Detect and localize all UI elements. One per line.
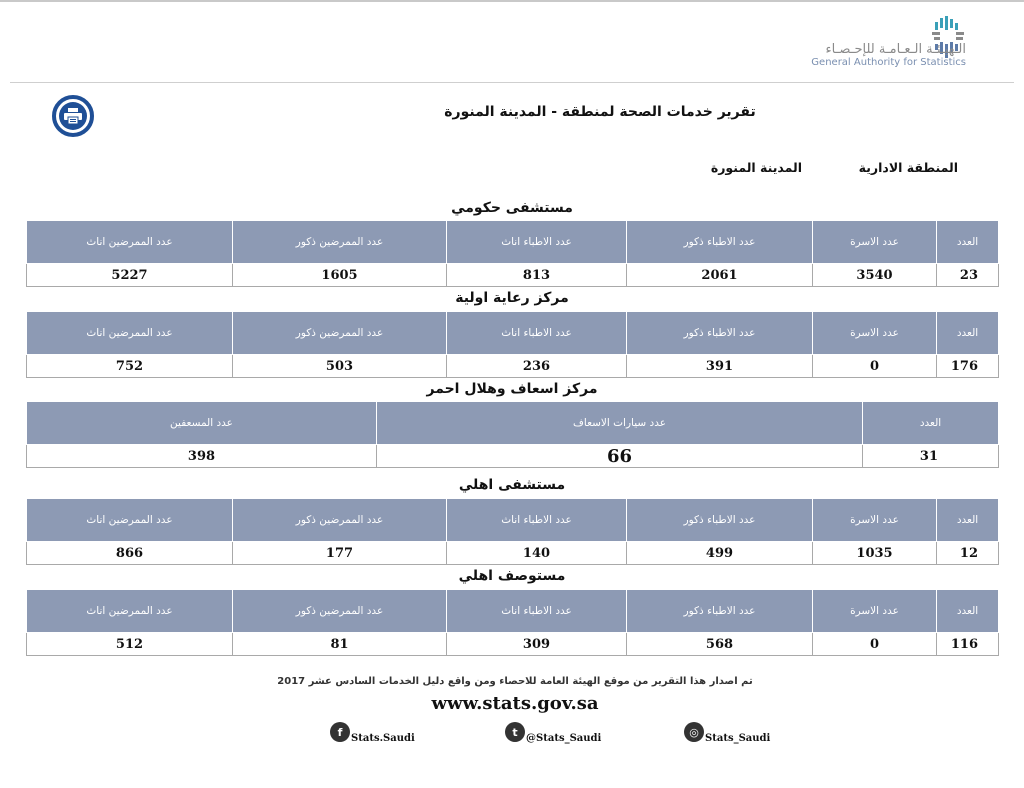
facebook-handle: Stats.Saudi — [351, 733, 415, 744]
column-header: عدد الممرضين اناث — [27, 312, 233, 355]
header-divider — [10, 82, 1014, 83]
table-cell: 3540 — [813, 264, 937, 287]
table-cell: 0 — [813, 355, 937, 378]
private-hospital-table — [26, 498, 999, 565]
column-header: عدد سيارات الاسعاف — [377, 402, 863, 445]
table-cell: 177 — [233, 542, 447, 565]
table-cell: 12 — [937, 542, 999, 565]
column-header: عدد الممرضين ذكور — [233, 590, 447, 633]
table-header-row — [27, 402, 999, 445]
logo-english: General Authority for Statistics — [811, 57, 966, 68]
table-row — [27, 355, 999, 378]
facebook-link[interactable] — [330, 722, 415, 742]
private-clinic-table — [26, 589, 999, 656]
primary-care-table — [26, 311, 999, 378]
section-title-ambulance: مركز اسعاف وهلال احمر — [426, 381, 598, 397]
table-cell: 176 — [937, 355, 999, 378]
table-cell: 5227 — [27, 264, 233, 287]
table-cell: 813 — [447, 264, 627, 287]
section-title-primary-care: مركز رعاية اولية — [455, 290, 569, 306]
table-cell: 398 — [27, 445, 377, 468]
column-header: عدد المسعفين — [27, 402, 377, 445]
table-cell: 2061 — [627, 264, 813, 287]
table-header-row — [27, 221, 999, 264]
table-cell: 1035 — [813, 542, 937, 565]
footer-note: تم اصدار هذا التقرير من موقع الهيئة العامة للاحصاء ومن واقع دليل الخدمات السادس عشر 2017 — [277, 676, 753, 687]
column-header: عدد الممرضين اناث — [27, 499, 233, 542]
twitter-handle: @Stats_Saudi — [526, 733, 602, 744]
facebook-icon: f — [330, 722, 350, 742]
region-value: المدينة المنورة — [710, 160, 802, 175]
column-header: عدد الممرضين ذكور — [233, 312, 447, 355]
column-header: عدد الاطباء ذكور — [627, 221, 813, 264]
column-header: عدد الاسرة — [813, 590, 937, 633]
table-cell: 1605 — [233, 264, 447, 287]
section-title-private-clinic: مستوصف اهلي — [458, 568, 566, 584]
table-cell: 309 — [447, 633, 627, 656]
print-icon — [64, 108, 82, 124]
table-row — [27, 633, 999, 656]
section-title-private-hospital: مستشفى اهلي — [458, 477, 566, 493]
logo-arabic: الـهيـئـة الـعـامـة للإحـصـاء — [825, 42, 966, 57]
gov-hospital-table — [26, 220, 999, 287]
region-label: المنطقة الادارية — [858, 160, 958, 175]
table-header-row — [27, 499, 999, 542]
table-cell: 66 — [377, 445, 863, 468]
table-cell: 236 — [447, 355, 627, 378]
table-cell: 140 — [447, 542, 627, 565]
column-header: العدد — [937, 499, 999, 542]
website-link[interactable]: www.stats.gov.sa — [431, 693, 599, 714]
column-header: عدد الاطباء اناث — [447, 499, 627, 542]
twitter-link[interactable] — [505, 722, 601, 742]
table-cell: 391 — [627, 355, 813, 378]
table-cell: 568 — [627, 633, 813, 656]
column-header: عدد الاسرة — [813, 312, 937, 355]
ambulance-table — [26, 401, 999, 468]
table-cell: 866 — [27, 542, 233, 565]
column-header: عدد الاطباء ذكور — [627, 312, 813, 355]
instagram-icon: ◎ — [684, 722, 704, 742]
column-header: العدد — [863, 402, 999, 445]
table-cell: 499 — [627, 542, 813, 565]
logo-text — [811, 42, 966, 68]
table-cell: 81 — [233, 633, 447, 656]
column-header: عدد الاطباء اناث — [447, 312, 627, 355]
column-header: العدد — [937, 312, 999, 355]
section-title-gov-hospital: مستشفى حكومي — [451, 200, 573, 216]
column-header: عدد الممرضين ذكور — [233, 221, 447, 264]
column-header: عدد الاسرة — [813, 221, 937, 264]
column-header: العدد — [937, 221, 999, 264]
column-header: عدد الاطباء ذكور — [627, 499, 813, 542]
table-cell: 31 — [863, 445, 999, 468]
column-header: عدد الاسرة — [813, 499, 937, 542]
table-cell: 0 — [813, 633, 937, 656]
column-header: عدد الممرضين اناث — [27, 221, 233, 264]
page-title: تقرير خدمات الصحة لمنطقة - المدينة المنورة — [444, 104, 756, 120]
table-cell: 503 — [233, 355, 447, 378]
top-border — [0, 0, 1024, 2]
table-cell: 116 — [937, 633, 999, 656]
instagram-handle: Stats_Saudi — [705, 733, 771, 744]
table-row — [27, 264, 999, 287]
table-cell: 512 — [27, 633, 233, 656]
column-header: عدد الاطباء ذكور — [627, 590, 813, 633]
column-header: عدد الممرضين اناث — [27, 590, 233, 633]
table-cell: 752 — [27, 355, 233, 378]
column-header: العدد — [937, 590, 999, 633]
instagram-link[interactable] — [684, 722, 770, 742]
table-cell: 23 — [937, 264, 999, 287]
column-header: عدد الممرضين ذكور — [233, 499, 447, 542]
print-button[interactable] — [52, 95, 94, 137]
table-row — [27, 542, 999, 565]
table-header-row — [27, 590, 999, 633]
column-header: عدد الاطباء اناث — [447, 590, 627, 633]
column-header: عدد الاطباء اناث — [447, 221, 627, 264]
table-row — [27, 445, 999, 468]
table-header-row — [27, 312, 999, 355]
twitter-icon: t — [505, 722, 525, 742]
